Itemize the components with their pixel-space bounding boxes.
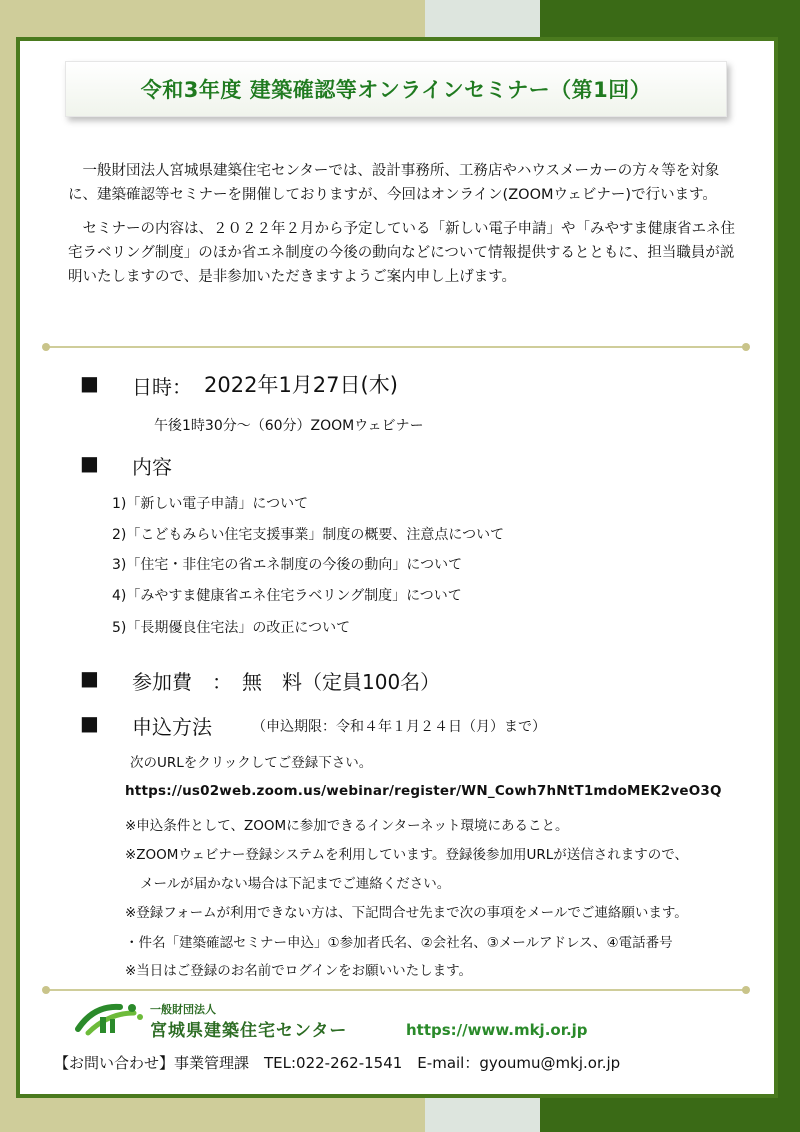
intro-paragraph-2: セミナーの内容は、２０２２年２月から予定している「新しい電子申請」や「みやすま健康省エネ住宅ラベリング制度」のほか省エネ制度の今後の動向などについて情報提供するとともに、担当職員が説明いたしますので、是非参加いただきますようご案内申し上げます。 (68, 221, 735, 285)
divider-top (46, 346, 746, 348)
bullet-square: ■ (80, 666, 99, 690)
fee-label: 参加費 ： 無 料（定員100名） (132, 670, 441, 694)
intro-text (68, 159, 748, 299)
bullet-square: ■ (80, 371, 99, 395)
org-type: 一般財団法人 (150, 1003, 216, 1016)
bullet-square: ■ (80, 711, 99, 735)
apply-label: 申込方法 (132, 715, 212, 739)
datetime-label: 日時： (132, 375, 192, 399)
contents-item: 3)「住宅・非住宅の省エネ制度の今後の動向」について (112, 557, 463, 573)
apply-note: ・件名「建築確認セミナー申込」①参加者氏名、②会社名、③メールアドレス、④電話番号 (125, 935, 673, 951)
datetime-value: 2022年1月27日(木) (204, 373, 398, 397)
page-title: 令和3年度 建築確認等オンラインセミナー（第1回） (140, 78, 652, 102)
title-banner (65, 61, 727, 117)
contact-info: 【お問い合わせ】事業管理課 TEL:022-262-1541 E-mail：gyoumu@mkj.or.jp (54, 1054, 621, 1072)
apply-deadline: （申込期限：令和４年１月２４日（月）まで） (252, 719, 546, 735)
apply-note: ※申込条件として、ZOOMに参加できるインターネット環境にあること。 (125, 818, 569, 834)
intro-paragraph-1: 一般財団法人宮城県建築住宅センターでは、設計事務所、工務店やハウスメーカーの方々等を対象に、建築確認等セミナーを開催しておりますが、今回はオンライン(ZOOMウェビナー)で行います。 (68, 163, 720, 203)
apply-note: ※登録フォームが利用できない方は、下記問合せ先まで次の事項をメールでご連絡願います。 (125, 905, 688, 921)
org-name: 宮城県建築住宅センター (150, 1021, 348, 1041)
bullet-square: ■ (80, 451, 99, 475)
apply-instruction: 次のURLをクリックしてご登録下さい。 (130, 755, 373, 771)
contents-label: 内容 (132, 455, 172, 479)
website-link[interactable]: https://www.mkj.or.jp (406, 1021, 588, 1039)
org-logo-icon (74, 999, 146, 1039)
datetime-detail: 午後1時30分～（60分）ZOOMウェビナー (154, 418, 424, 434)
flyer-page (16, 37, 778, 1098)
contents-item: 2)「こどもみらい住宅支援事業」制度の概要、注意点について (112, 527, 505, 543)
apply-note: ※ZOOMウェビナー登録システムを利用しています。登録後参加用URLが送信されますので、 (125, 847, 689, 863)
contents-item: 5)「長期優良住宅法」の改正について (112, 620, 351, 636)
registration-link[interactable]: https://us02web.zoom.us/webinar/register/WN_Cowh7hNtT1mdoMEK2veO3Q (125, 783, 722, 799)
apply-note: ※当日はご登録のお名前でログインをお願いいたします。 (125, 963, 473, 979)
contents-item: 1)「新しい電子申請」について (112, 496, 309, 512)
divider-bottom (46, 989, 746, 991)
contents-item: 4)「みやすま健康省エネ住宅ラベリング制度」について (112, 588, 462, 604)
apply-note: メールが届かない場合は下記までご連絡ください。 (140, 876, 451, 892)
